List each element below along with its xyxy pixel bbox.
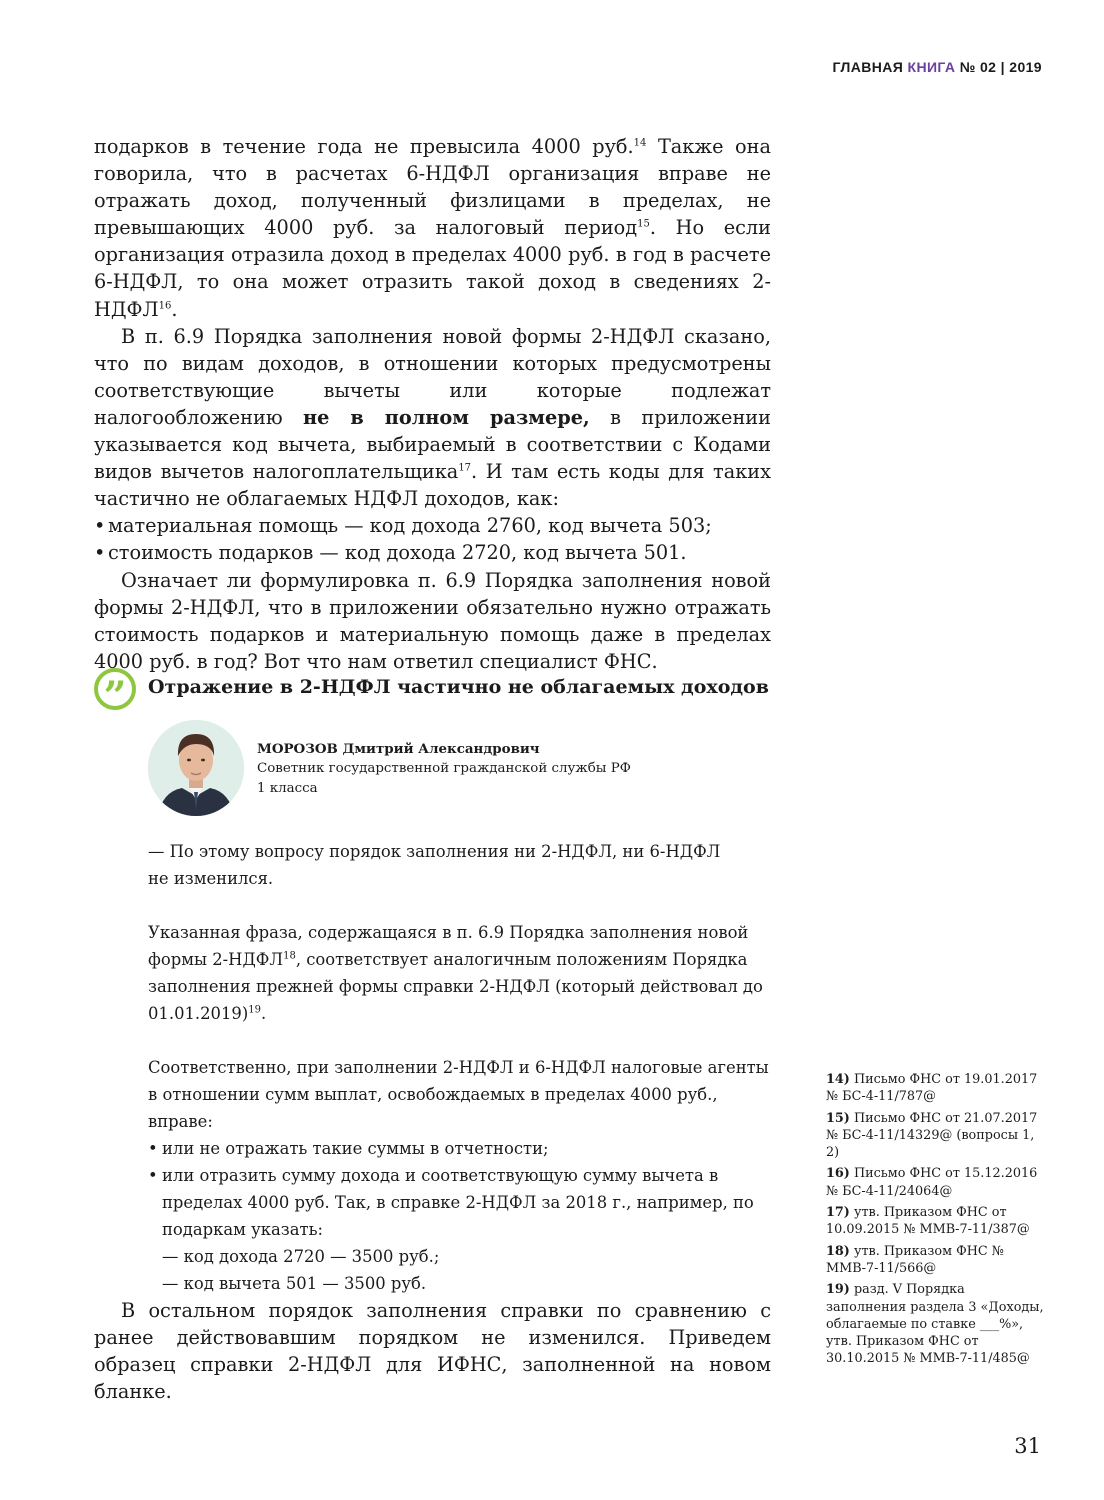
magazine-header: [832, 59, 1042, 75]
paragraph-4: В остальном порядок заполнения справки по сравнению с ранее действовавшим порядком не изменился. Приведем образец справки 2-НДФЛ для ИФНС, заполненной на новом бланке.: [94, 1299, 771, 1404]
expert-name: МОРОЗОВ Дмитрий Александрович: [257, 741, 540, 757]
article-body: [94, 133, 771, 675]
footnote-ref-16[interactable]: 16: [158, 300, 172, 312]
magazine-title-part2: КНИГА: [907, 59, 956, 75]
list-item: • или не отражать такие суммы в отчетности;: [148, 1135, 771, 1162]
issue-number: № 02 | 2019: [959, 59, 1042, 75]
footnote-15: 15) Письмо ФНС от 21.07.2017 № БС-4-11/14329@ (вопросы 1, 2): [826, 1110, 1038, 1161]
list-subitem: — код вычета 501 — 3500 руб.: [162, 1274, 427, 1293]
footnote-19: 19) разд. V Порядка заполнения раздела 3 «Доходы, облагаемые по ставке ___%», утв. Приказом ФНС от 30.10.2015 № ММВ-7-11/485@: [826, 1282, 1044, 1367]
list-item: • материальная помощь — код дохода 2760, код вычета 503;: [94, 512, 771, 539]
emphasis-text: не в полном размере,: [303, 405, 590, 429]
answer-paragraph-2: Указанная фраза, содержащаяся в п. 6.9 Порядка заполнения новой формы 2-НДФЛ$^{18}$, соответствует аналогичным положениям Порядка заполнения прежней формы справки 2-НДФЛ (который действовал до 01.01.2019)$^{19}$.: [148, 923, 763, 1023]
footnote-17: 17) утв. Приказом ФНС от 10.09.2015 № ММВ-7-11/387@: [826, 1205, 1030, 1238]
expert-role: Советник государственной гражданской службы РФ: [257, 761, 631, 776]
list-subitem: — код дохода 2720 — 3500 руб.;: [162, 1247, 440, 1266]
footnote-ref-14[interactable]: 14: [633, 137, 647, 149]
page-number: 31: [1014, 1434, 1041, 1458]
paragraph-3: Означает ли формулировка п. 6.9 Порядка заполнения новой формы 2-НДФЛ, что в приложении обязательно нужно отражать стоимость подарков и материальную помощь даже в пределах 4000 руб. в год? Вот что нам ответил специалист ФНС.: [94, 568, 771, 673]
footnote-16: 16) Письмо ФНС от 15.12.2016 № БС-4-11/24064@: [826, 1166, 1038, 1199]
footnote-ref-15[interactable]: 15: [637, 218, 650, 230]
expert-portrait-icon: [148, 720, 244, 816]
magazine-title-part1: ГЛАВНАЯ: [832, 59, 904, 75]
footnote-18: 18) утв. Приказом ФНС № ММВ-7-11/566@: [826, 1243, 1004, 1276]
list-item: • стоимость подарков — код дохода 2720, код вычета 501.: [94, 539, 771, 566]
footnote-ref-17[interactable]: 17: [458, 462, 472, 474]
answer-paragraph-3: Соответственно, при заполнении 2-НДФЛ и 6-НДФЛ налоговые агенты в отношении сумм выплат, освобождаемых в пределах 4000 руб., вправе:: [148, 1058, 769, 1131]
paragraph-1: подарков в течение года не превысила 4000 руб.$^{14}$ Также она говорила, что в расчетах 6-НДФЛ организация вправе не отражать доход, полученный физлицами в пределах, не превышающих 4000 руб. за налоговый период$^{15}$. Но если организация отразила доход в пределах 4000 руб. в год в расчете 6-НДФЛ, то она может отразить такой доход в сведениях 2-НДФЛ$^{16}$.: [94, 135, 772, 321]
footnote-ref-18[interactable]: 18: [283, 950, 296, 962]
paragraph-2: В п. 6.9 Порядка заполнения новой формы 2-НДФЛ сказано, что по видам доходов, в отношении которых предусмотрены соответствующие вычеты или которые подлежат налогообложению не в полном размере, в приложении указывается код вычета, выбираемый в соответствии с Кодами видов вычетов налогоплательщика$^{17}$. И там есть коды для таких частично не облагаемых НДФЛ доходов, как:: [94, 324, 771, 511]
answer-line: не изменился.: [148, 869, 274, 888]
quote-block-title: Отражение в 2-НДФЛ частично не облагаемых доходов: [148, 676, 769, 698]
avatar: [148, 720, 244, 816]
expert-info: [257, 739, 631, 799]
expert-answer: [148, 838, 771, 1297]
footnotes: [826, 1071, 1048, 1372]
footnote-14: 14) Письмо ФНС от 19.01.2017 № БС-4-11/787@: [826, 1072, 1038, 1105]
answer-line: — По этому вопросу порядок заполнения ни 2-НДФЛ, ни 6-НДФЛ: [148, 842, 721, 861]
expert-role-rank: 1 класса: [257, 781, 318, 796]
list-item: • или отразить сумму дохода и соответствующую сумму вычета в пределах 4000 руб. Так, в справке 2-НДФЛ за 2018 г., например, по подаркам указать:: [148, 1162, 771, 1243]
quote-icon: ”: [94, 668, 136, 710]
footnote-ref-19[interactable]: 19: [248, 1004, 261, 1016]
article-body-end: [94, 1297, 771, 1405]
